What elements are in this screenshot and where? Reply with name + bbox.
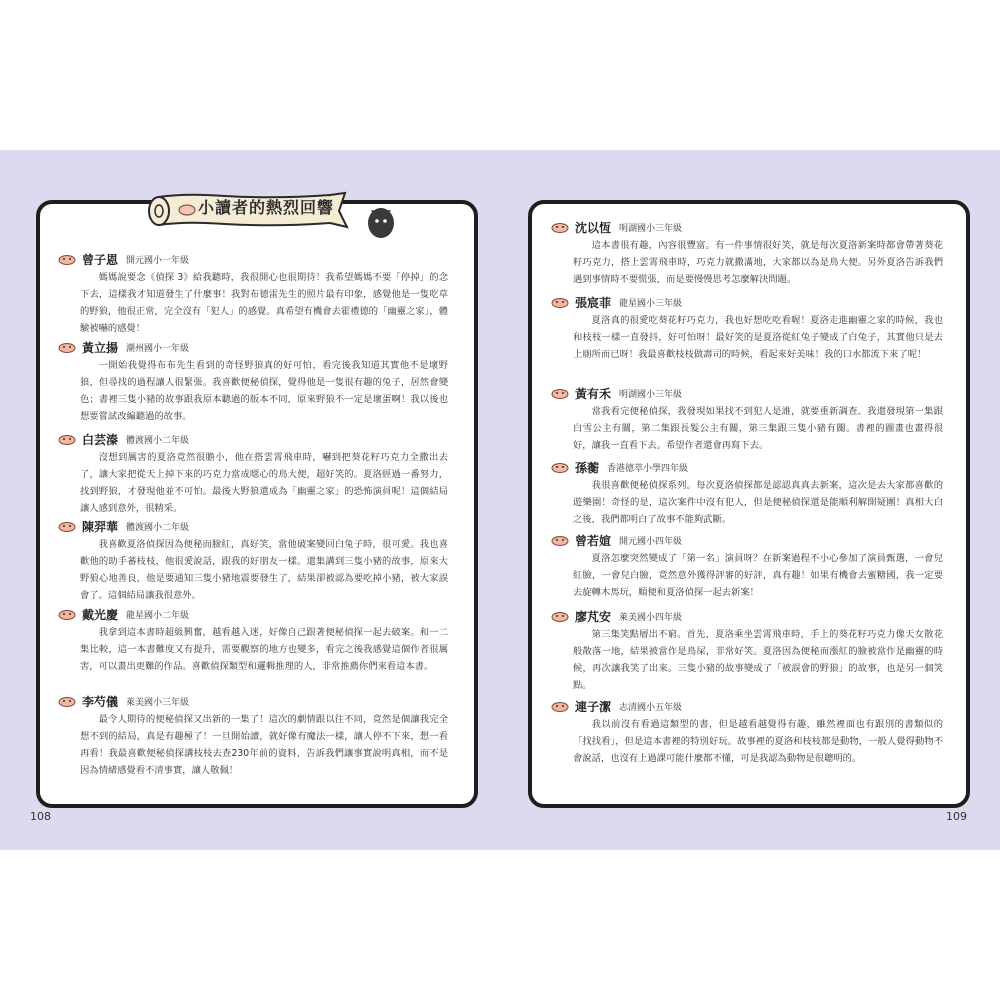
- reader-name: 張宸菲: [575, 295, 612, 310]
- reader-school: 萊美國小四年級: [619, 612, 683, 623]
- reader-school: 明湖國小三年級: [619, 389, 683, 400]
- reader-name: 曾若媗: [575, 533, 612, 548]
- banner-title: 小讀者的熱烈回響: [198, 198, 335, 217]
- reader-entry: [58, 339, 448, 425]
- reader-comment: 一開始我覺得布布先生看到的奇怪野狼真的好可怕，看完後我知道其實他不是壞野狼，但尋找的過程讓人很緊張。我喜歡便秘偵探，覺得他是一隻很有趣的兔子，居然會變色；書裡三隻小豬的故事跟我原本聽過的版本不同，原來野狼不一定是壞蛋啊！我以後也想要嘗試改編聽過的故事。: [80, 360, 448, 422]
- reader-comment: 媽媽說要念《偵探 3》給我聽時，我很開心也很期待！我希望媽媽不要「停掉」的念下去，這樣我才知道發生了什麼事！我對布德雷先生的照片最有印象，感覺他是一隻吃草的野狼，他很正常，完全沒有「犯人」的感覺。真希望有機會去霍禮德的「幽靈之家」，體驗被嚇的感覺！: [80, 272, 448, 334]
- reader-comment: 夏洛真的很愛吃葵花籽巧克力，我也好想吃吃看喔！夏洛走進幽靈之家的時候，我也和枝枝一樣一直發抖，好可怕呀！最好笑的是夏洛從紅兔子變成了白兔子，其實他只是去上廁所而已呀！我最喜歡枝枝做壽司的時候，看起來好美味！我的口水都流下來了呢！: [573, 315, 943, 360]
- reader-name: 黃有禾: [575, 386, 612, 401]
- reader-comment: 最令人期待的便秘偵探又出新的一集了！這次的劇情跟以往不同，竟然是個讓我完全想不到的結局，真是有趣極了！一旦開始讀，就好像有魔法一樣，讓人停不下來，想一看再看！我最喜歡便秘偵探講枝枝去查230年前的資料，告訴我們讓事實說明真相，而不是因為情緒感覺看不清事實，讓人敬佩！: [80, 714, 448, 776]
- reader-entry: [551, 385, 943, 454]
- reader-entry: [551, 532, 943, 601]
- reader-name: 白芸溱: [82, 432, 119, 447]
- reader-name: 戴光慶: [82, 607, 119, 622]
- reader-name: 陳羿華: [82, 519, 119, 534]
- reader-school: 龍星國小三年級: [619, 298, 683, 309]
- bunny-icon: [551, 700, 569, 712]
- bunny-icon: [58, 253, 76, 265]
- reader-comment: 沒想到厲害的夏洛竟然很膽小，他在搭雲霄飛車時，嚇到把葵花籽巧克力全撒出去了，讓大家把從天上掉下來的巧克力當成噁心的鳥大便，超好笑的。夏洛經過一番努力，找到野狼，才發現他並不可怕。最後大野狼還成為「幽靈之家」的恐怖演員呢！這個結局讓人感到意外，很精采。: [80, 452, 448, 514]
- bunny-icon: [58, 341, 76, 353]
- reader-entry: [58, 606, 448, 675]
- reader-comment: 當我看完便秘偵探，我發現如果找不到犯人是誰，就要重新調查。我還發現第一集跟白雪公主有關，第二集跟長髮公主有關，第三集跟三隻小豬有關。書裡的圖畫也畫得很好，讓我一直看下去。希望作者還會再寫下去。: [573, 406, 943, 451]
- reader-entry: [58, 518, 448, 604]
- reader-comment: 我很喜歡便秘偵探系列。每次夏洛偵探都是認認真真去新案，這次是去大家都喜歡的遊樂園！奇怪的是，這次案件中沒有犯人，但是便秘偵探還是能順利解開疑團！真相大白之後，我們都明白了故事不能夠武斷。: [573, 480, 943, 525]
- reader-entry: [58, 251, 448, 337]
- bunny-icon: [58, 695, 76, 707]
- page-number-right: 109: [946, 810, 967, 823]
- reader-name: 孫蘅: [575, 460, 600, 475]
- reader-school: 開元國小四年級: [619, 536, 683, 547]
- reader-entry: [551, 608, 943, 694]
- reader-school: 龍星國小二年級: [126, 610, 190, 621]
- reader-entry: [551, 294, 943, 363]
- reader-entry: [551, 219, 943, 288]
- reader-comment: 這本書很有趣，內容很豐富。有一件事情很好笑，就是每次夏洛新案時都會帶著葵花籽巧克力，搭上雲霄飛車時，巧克力就撒滿地，大家都以為是鳥大便。另外夏洛告訴我們遇到事情時不要慌張，而是要慢慢思考怎麼解決問題。: [573, 240, 943, 285]
- reader-school: 志清國小五年級: [619, 702, 683, 713]
- reader-comment: 我以前沒有看過這類型的書，但是越看越覺得有趣，雖然裡面也有跟別的書類似的「找找看」，但是這本書裡的特別好玩。故事裡的夏洛和枝枝都是動物，一般人覺得動物不會說話，也沒有上過課可能什麼都不懂，可是我認為動物是很聰明的。: [573, 719, 943, 764]
- reader-entry: [551, 459, 943, 528]
- bunny-icon: [58, 608, 76, 620]
- bunny-icon: [551, 610, 569, 622]
- bunny-icon: [58, 520, 76, 532]
- bunny-icon: [58, 433, 76, 445]
- reader-name: 黃立揚: [82, 340, 119, 355]
- reader-school: 體渡國小二年級: [126, 435, 190, 446]
- bunny-icon: [551, 387, 569, 399]
- reader-entry: [58, 431, 448, 517]
- reader-name: 李芍儀: [82, 694, 119, 709]
- reader-comment: 第三集笑點層出不窮。首先，夏洛乘坐雲霄飛車時，手上的葵花籽巧克力像天女散花般散落一地，結果被當作是鳥屎，非常好笑。夏洛因為便秘而漲紅的臉被當作是幽靈的時候，再次讓我笑了出來。三隻小豬的故事變成了「被誤會的野狼」的故事，也是另一個笑點。: [573, 629, 943, 691]
- reader-name: 曾子恩: [82, 252, 119, 267]
- reader-school: 萊美國小三年級: [126, 697, 190, 708]
- reader-comment: 我拿到這本書時超級興奮，越看越入迷，好像自己跟著便秘偵探一起去破案。和一二集比較，這一本書難度又有提升，需要觀察的地方也變多，看完之後我感覺這個作者很厲害，可以畫出更難的作品。喜歡偵探類型和邏輯推理的人，非常推薦你們來看這本書。: [80, 627, 448, 672]
- reader-entry: [551, 698, 943, 767]
- reader-name: 沈以恆: [575, 220, 612, 235]
- reader-entry: [58, 693, 448, 779]
- reader-school: 明湖國小三年級: [619, 223, 683, 234]
- reader-school: 體渡國小二年級: [126, 522, 190, 533]
- reader-name: 連子潔: [575, 699, 612, 714]
- bunny-icon: [551, 221, 569, 233]
- reader-comment: 我喜歡夏洛偵探因為便秘而臉紅，真好笑，當他破案變回白兔子時，很可愛。我也喜歡他的助手蕃枝枝，他很愛說話，跟我的好朋友一樣。還集講到三隻小豬的故事，原來大野狼心地善良，他是要通知三隻小豬地震要發生了，結果卻被認為要吃掉小豬，被大家誤會了。這個結局讓我很意外。: [80, 539, 448, 601]
- page-number-left: 108: [30, 810, 51, 823]
- bat-icon: [364, 201, 398, 241]
- reader-school: 潮州國小一年級: [126, 343, 190, 354]
- bunny-icon: [551, 296, 569, 308]
- reader-name: 廖芃安: [575, 609, 612, 624]
- bunny-icon: [551, 534, 569, 546]
- reader-school: 開元國小一年級: [126, 255, 190, 266]
- reader-school: 香港德萃小學四年級: [607, 463, 689, 474]
- bunny-icon: [551, 461, 569, 473]
- reader-comment: 夏洛怎麼突然變成了「第一名」演員呀？在新案過程不小心參加了演員甄選，一會兒紅臉，一會兒白臉，竟然意外獲得評審的好評，真有趣！如果有機會去蜜糖國，我一定要去旋轉木馬玩，順便和夏洛偵探一起去新案！: [573, 553, 943, 598]
